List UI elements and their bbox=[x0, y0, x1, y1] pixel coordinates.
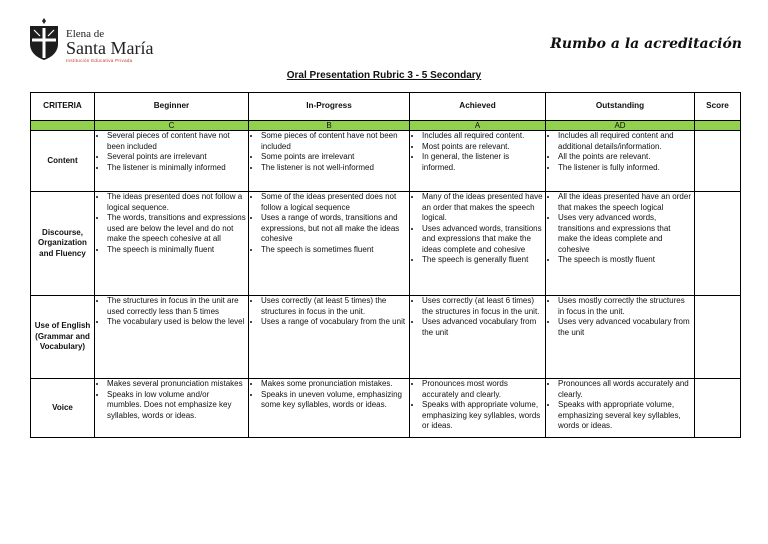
score-cell[interactable] bbox=[695, 192, 741, 296]
score-cell[interactable] bbox=[695, 379, 741, 438]
page-title: Oral Presentation Rubric 3 - 5 Secondary bbox=[286, 70, 482, 81]
list-item: • Speaks with appropriate volume, emphasizing several key syllables, words or ideas. bbox=[558, 400, 692, 432]
beginner-cell bbox=[95, 192, 249, 296]
table-row bbox=[31, 131, 741, 192]
achieved-cell bbox=[410, 131, 546, 192]
criteria-cell: Discourse, Organization and Fluency bbox=[31, 192, 95, 296]
list-item: • The listener is fully informed. bbox=[558, 163, 692, 174]
list-item: • Uses advanced words, transitions and expressions that make the ideas complete and cohesive bbox=[422, 224, 543, 256]
level-a: A bbox=[410, 121, 546, 131]
header-row bbox=[31, 93, 741, 121]
list-item: • Uses very advanced words, transitions and expressions that make the ideas complete and cohesive bbox=[558, 213, 692, 255]
level-row bbox=[31, 121, 741, 131]
level-b: B bbox=[249, 121, 410, 131]
school-logo bbox=[26, 12, 156, 66]
score-cell[interactable] bbox=[695, 131, 741, 192]
list-item: • The ideas presented does not follow a logical sequence. bbox=[107, 192, 246, 213]
level-c: C bbox=[95, 121, 249, 131]
list-item: • Uses advanced vocabulary from the unit bbox=[422, 317, 543, 338]
outstanding-cell bbox=[546, 131, 695, 192]
score-cell[interactable] bbox=[695, 296, 741, 379]
header-beginner: Beginner bbox=[95, 93, 249, 121]
list-item: • Includes all required content. bbox=[422, 131, 543, 142]
list-item: • In general, the listener is informed. bbox=[422, 152, 543, 173]
list-item: • Uses a range of vocabulary from the unit bbox=[261, 317, 407, 328]
achieved-cell bbox=[410, 192, 546, 296]
list-item: • The speech is mostly fluent bbox=[558, 255, 692, 266]
shield-icon bbox=[26, 16, 62, 62]
list-item: • Some points are irrelevant bbox=[261, 152, 407, 163]
list-item: • Many of the ideas presented have an order that makes the speech logical. bbox=[422, 192, 543, 224]
list-item: • Uses mostly correctly the structures in focus in the unit. bbox=[558, 296, 692, 317]
list-item: • The speech is generally fluent bbox=[422, 255, 543, 266]
outstanding-cell bbox=[546, 296, 695, 379]
list-item: • The speech is minimally fluent bbox=[107, 245, 246, 256]
list-item: • Makes several pronunciation mistakes bbox=[107, 379, 246, 390]
outstanding-cell bbox=[546, 379, 695, 438]
outstanding-cell bbox=[546, 192, 695, 296]
in-progress-cell bbox=[249, 296, 410, 379]
list-item: • Uses correctly (at least 5 times) the structures in focus in the unit. bbox=[261, 296, 407, 317]
list-item: • Speaks with appropriate volume, emphasizing key syllables, words or ideas. bbox=[422, 400, 543, 432]
list-item: • Uses very advanced vocabulary from the unit bbox=[558, 317, 692, 338]
list-item: • The listener is not well-informed bbox=[261, 163, 407, 174]
in-progress-cell bbox=[249, 192, 410, 296]
list-item: • Makes some pronunciation mistakes. bbox=[261, 379, 407, 390]
table-row bbox=[31, 296, 741, 379]
in-progress-cell bbox=[249, 131, 410, 192]
level-ad: AD bbox=[546, 121, 695, 131]
achieved-cell bbox=[410, 296, 546, 379]
list-item: • Some of the ideas presented does not follow a logical sequence bbox=[261, 192, 407, 213]
list-item: • Uses a range of words, transitions and expressions, but not all make the ideas cohesive bbox=[261, 213, 407, 245]
beginner-cell bbox=[95, 131, 249, 192]
list-item: • Some pieces of content have not been included bbox=[261, 131, 407, 152]
criteria-cell: Content bbox=[31, 131, 95, 192]
list-item: • Uses correctly (at least 6 times) the structures in focus in the unit. bbox=[422, 296, 543, 317]
slogan: Rumbo a la acreditación bbox=[550, 36, 742, 52]
table-row bbox=[31, 379, 741, 438]
header-criteria: CRITERIA bbox=[31, 93, 95, 121]
header-in-progress: In-Progress bbox=[249, 93, 410, 121]
list-item: • All the ideas presented have an order that makes the speech logical bbox=[558, 192, 692, 213]
criteria-cell: Use of English (Grammar and Vocabulary) bbox=[31, 296, 95, 379]
criteria-cell: Voice bbox=[31, 379, 95, 438]
list-item: • Includes all required content and additional details/information. bbox=[558, 131, 692, 152]
list-item: • Pronounces all words accurately and clearly. bbox=[558, 379, 692, 400]
header-achieved: Achieved bbox=[410, 93, 546, 121]
list-item: • The listener is minimally informed bbox=[107, 163, 246, 174]
level-blank bbox=[31, 121, 95, 131]
logo-line3: Institución Educativa Privada bbox=[66, 58, 133, 63]
level-score-blank bbox=[695, 121, 741, 131]
list-item: • Most points are relevant. bbox=[422, 142, 543, 153]
list-item: • All the points are relevant. bbox=[558, 152, 692, 163]
list-item: • Several pieces of content have not been included bbox=[107, 131, 246, 152]
logo-line2: Santa María bbox=[66, 38, 154, 58]
list-item: • Several points are irrelevant bbox=[107, 152, 246, 163]
logo-line1: Elena de bbox=[66, 28, 105, 40]
list-item: • Pronounces most words accurately and clearly. bbox=[422, 379, 543, 400]
rubric-table bbox=[30, 92, 741, 438]
list-item: • Speaks in low volume and/or mumbles. Does not emphasize key syllables, words or ideas. bbox=[107, 390, 246, 422]
achieved-cell bbox=[410, 379, 546, 438]
list-item: • The words, transitions and expressions used are below the level and do not make the speech cohesive at all bbox=[107, 213, 246, 245]
list-item: • The speech is sometimes fluent bbox=[261, 245, 407, 256]
list-item: • The structures in focus in the unit are used correctly less than 5 times bbox=[107, 296, 246, 317]
table-row bbox=[31, 192, 741, 296]
header-score: Score bbox=[695, 93, 741, 121]
in-progress-cell bbox=[249, 379, 410, 438]
beginner-cell bbox=[95, 296, 249, 379]
list-item: • The vocabulary used is below the level bbox=[107, 317, 246, 328]
beginner-cell bbox=[95, 379, 249, 438]
list-item: • Speaks in uneven volume, emphasizing some key syllables, words or ideas. bbox=[261, 390, 407, 411]
header-outstanding: Outstanding bbox=[546, 93, 695, 121]
